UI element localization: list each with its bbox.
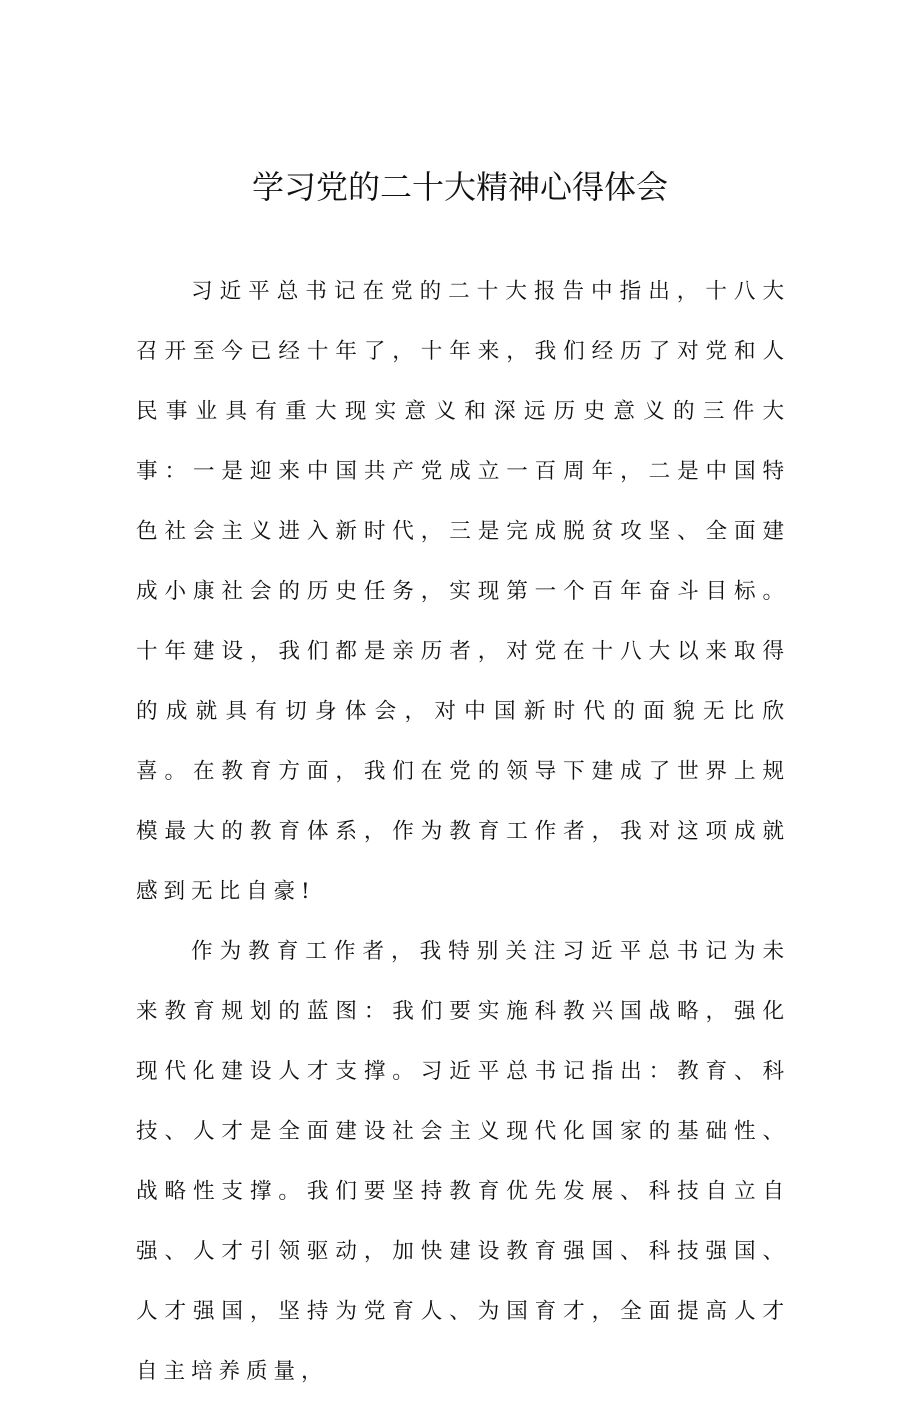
paragraph: 习近平总书记在党的二十大报告中指出，十八大召开至今已经十年了，十年来，我们经历了对党和人民事业具有重大现实意义和深远历史意义的三件大事：一是迎来中国共产党成立一百周年，二是中国特色社会主义进入新时代，三是完成脱贫攻坚、全面建成小康社会的历史任务，实现第一个百年奋斗目标。十年建设，我们都是亲历者，对党在十八大以来取得的成就具有切身体会，对中国新时代的面貌无比欣喜。在教育方面，我们在党的领导下建成了世界上规模最大的教育体系，作为教育工作者，我对这项成就感到无比自豪! [136,279,790,904]
paragraph: 作为教育工作者，我特别关注习近平总书记为未来教育规划的蓝图：我们要实施科教兴国战略，强化现代化建设人才支撑。习近平总书记指出：教育、科技、人才是全面建设社会主义现代化国家的基础性、战略性支撑。我们要坚持教育优先发展、科技自立自强、人才引领驱动，加快建设教育强国、科技强国、人才强国，坚持为党育人、为国育才，全面提高人才自主培养质量， [136,939,790,1384]
page-title: 学习党的二十大精神心得体会 [251,168,668,206]
document-body [136,262,790,1402]
